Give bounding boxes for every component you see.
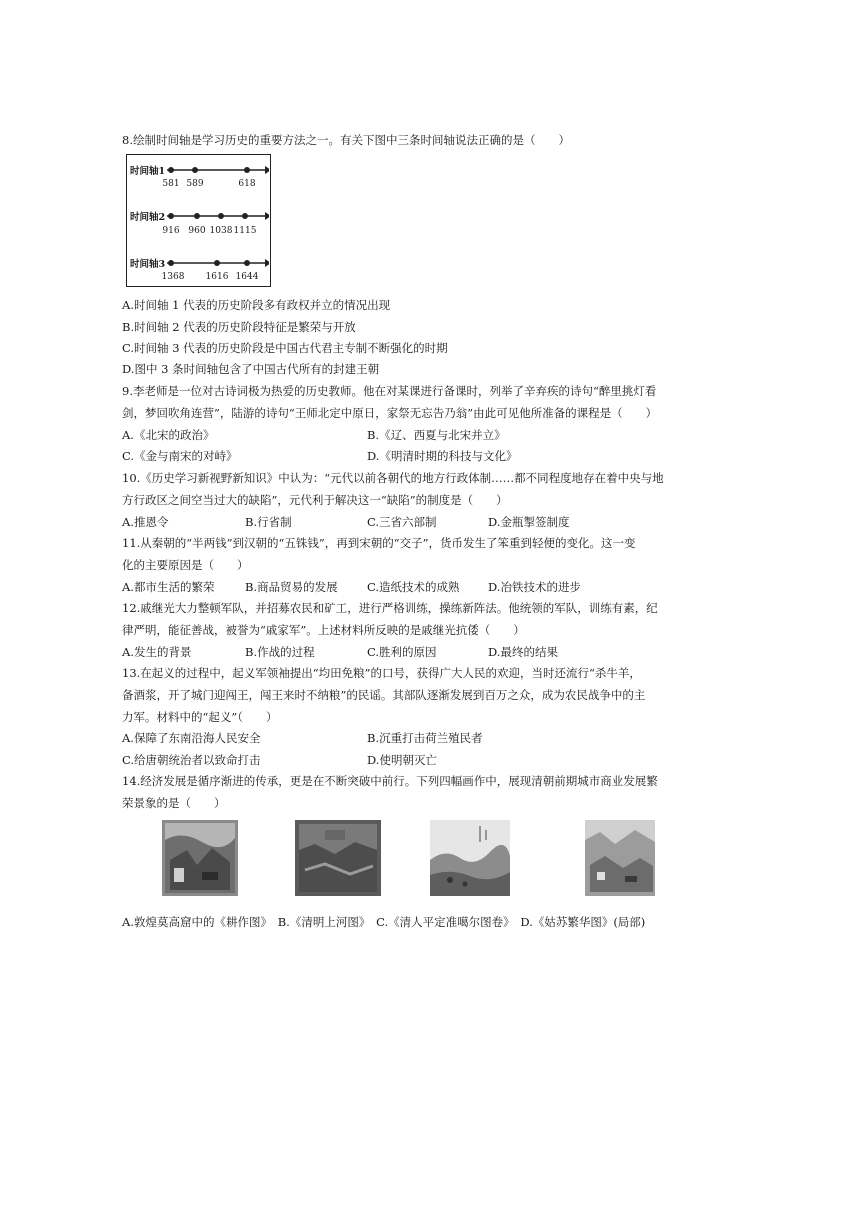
q12-option-a[interactable]: A.发生的背景 <box>122 645 192 659</box>
q9-option-d[interactable]: D.《明清时期的科技与文化》 <box>367 449 518 463</box>
q12-option-d[interactable]: D.最终的结果 <box>488 645 558 659</box>
q11-option-d[interactable]: D.冶铁技术的进步 <box>488 580 581 594</box>
timeline1-year: 581 <box>162 179 180 189</box>
q10-option-c[interactable]: C.三省六部制 <box>367 515 437 529</box>
painting-b-image <box>295 820 381 896</box>
q13-stem-line: 力军。材料中的“起义”（ ） <box>122 710 278 724</box>
timeline2-year: 1038 <box>209 226 233 236</box>
q9-stem-line: 剑，梦回吹角连营”，陆游的诗句“王师北定中原日，家祭无忘告乃翁”由此可见他所准备的课程是（ ） <box>122 406 658 420</box>
timeline3-year: 1616 <box>205 272 229 282</box>
timeline2-year: 1115 <box>233 226 257 236</box>
painting-c-image <box>430 820 510 896</box>
q8-option-c[interactable]: C.时间轴 3 代表的历史阶段是中国古代君主专制不断强化的时期 <box>122 341 448 355</box>
timeline2-label: 时间轴2 <box>130 212 166 223</box>
q8-stem: 8.绘制时间轴是学习历史的重要方法之一。有关下图中三条时间轴说法正确的是（ ） <box>122 133 570 147</box>
q11-option-c[interactable]: C.造纸技术的成熟 <box>367 580 460 594</box>
q12-option-b[interactable]: B.作战的过程 <box>245 645 315 659</box>
q12-stem-line: 律严明，能征善战，被誉为“戚家军”。上述材料所反映的是戚继光抗倭（ ） <box>122 623 525 637</box>
q11-option-b[interactable]: B.商品贸易的发展 <box>245 580 338 594</box>
painting-a-image <box>162 820 238 896</box>
q12-option-c[interactable]: C.胜利的原因 <box>367 645 437 659</box>
timeline1-year: 618 <box>238 179 256 189</box>
timeline-figure <box>126 154 271 287</box>
timeline3-label: 时间轴3 <box>130 259 166 270</box>
timeline3-year: 1644 <box>235 272 259 282</box>
q13-option-a[interactable]: A.保障了东南沿海人民安全 <box>122 731 261 745</box>
q9-stem-line: 9.李老师是一位对古诗词极为热爱的历史教师。他在对某课进行备课时，列举了辛弃疾的诗句“醉里挑灯看 <box>122 384 657 398</box>
q13-option-d[interactable]: D.使明朝灭亡 <box>367 753 437 767</box>
q9-option-b[interactable]: B.《辽、西夏与北宋并立》 <box>367 428 506 442</box>
q11-stem-line: 11.从秦朝的“半两钱”到汉朝的“五铢钱”，再到宋朝的“交子”，货币发生了笨重到轻便的变化。这一变 <box>122 536 636 550</box>
q9-option-c[interactable]: C.《金与南宋的对峙》 <box>122 449 238 463</box>
q14-stem-line: 14.经济发展是循序渐进的传承，更是在不断突破中前行。下列四幅画作中，展现清朝前期城市商业发展繁 <box>122 774 658 788</box>
q9-option-a[interactable]: A.《北宋的政治》 <box>122 428 215 442</box>
q11-option-a[interactable]: A.都市生活的繁荣 <box>122 580 215 594</box>
q13-stem-line: 备酒浆，开了城门迎闯王，闯王来时不纳粮”的民谣。其部队逐渐发展到百万之众，成为农民战争中的主 <box>122 688 646 702</box>
timeline2-year: 916 <box>162 226 180 236</box>
q8-option-a[interactable]: A.时间轴 1 代表的历史阶段多有政权并立的情况出现 <box>122 298 391 312</box>
q13-stem-line: 13.在起义的过程中，起义军领袖提出“均田免粮”的口号，获得广大人民的欢迎，当时还流行“杀牛羊， <box>122 666 641 680</box>
painting-d-image <box>585 820 655 896</box>
q10-option-d[interactable]: D.金瓶掣签制度 <box>488 515 570 529</box>
timeline1-year: 589 <box>186 179 204 189</box>
timeline2-year: 960 <box>188 226 206 236</box>
q14-options[interactable]: A.敦煌莫高窟中的《耕作图》 B.《清明上河图》 C.《清人平定准噶尔图卷》 D.《姑苏繁华图》(局部) <box>122 915 646 929</box>
timeline3-year: 1368 <box>161 272 185 282</box>
q10-stem-line: 10.《历史学习新视野新知识》中认为：“元代以前各朝代的地方行政体制……都不同程度地存在着中央与地 <box>122 471 664 485</box>
q8-option-b[interactable]: B.时间轴 2 代表的历史阶段特征是繁荣与开放 <box>122 320 356 334</box>
q11-stem-line: 化的主要原因是（ ） <box>122 558 249 572</box>
q10-option-b[interactable]: B.行省制 <box>245 515 292 529</box>
q13-option-b[interactable]: B.沉重打击荷兰殖民者 <box>367 731 483 745</box>
q10-option-a[interactable]: A.推恩令 <box>122 515 169 529</box>
q8-option-d[interactable]: D.图中 3 条时间轴包含了中国古代所有的封建王朝 <box>122 362 380 376</box>
timeline1-label: 时间轴1 <box>130 166 166 177</box>
q10-stem-line: 方行政区之间空当过大的缺陷”，元代利于解决这一“缺陷”的制度是（ ） <box>122 493 508 507</box>
q14-stem-line: 荣景象的是（ ） <box>122 796 226 810</box>
q12-stem-line: 12.戚继光大力整顿军队，并招募农民和矿工，进行严格训练，操练新阵法。他统领的军队，训练有素，纪 <box>122 601 658 615</box>
q13-option-c[interactable]: C.给唐朝统治者以致命打击 <box>122 753 261 767</box>
